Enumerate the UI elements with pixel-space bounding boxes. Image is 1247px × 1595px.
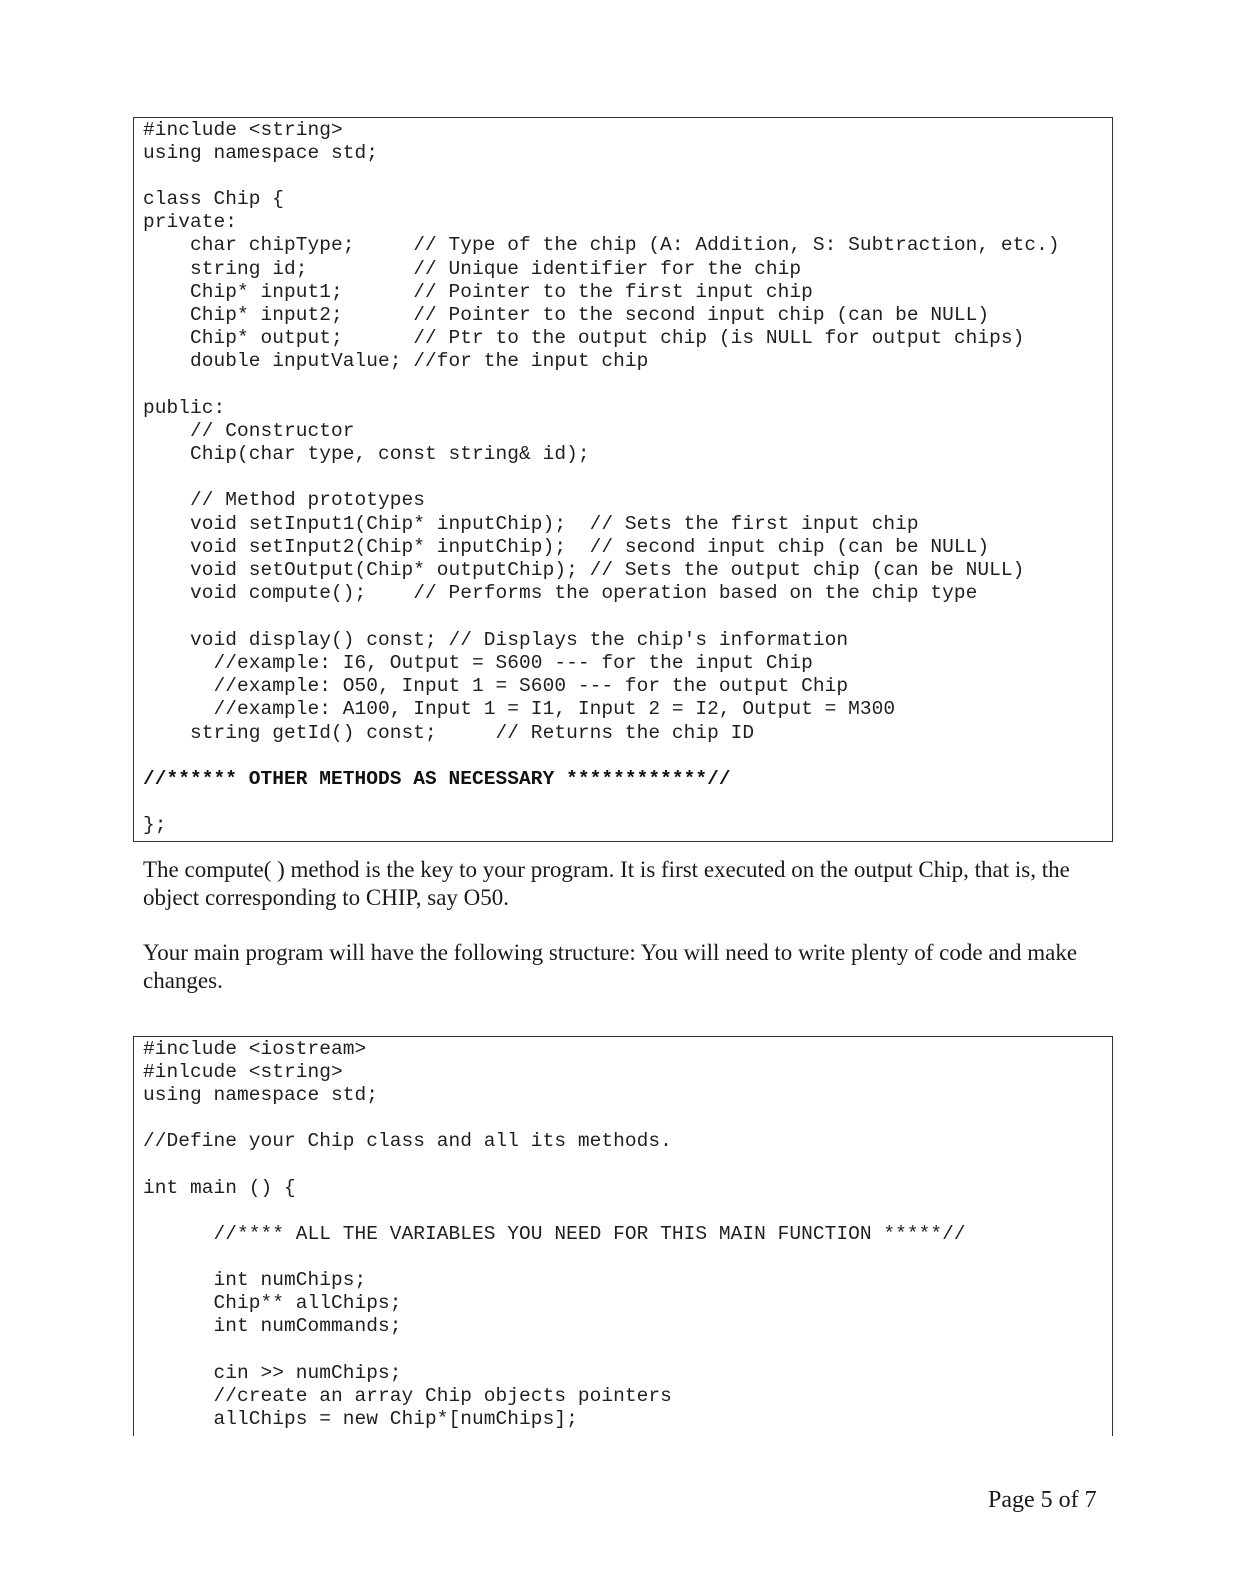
code-line: //example: A100, Input 1 = I1, Input 2 = I2, Output = M300 [143,698,896,720]
code-line: #inlcude <string> [143,1061,343,1083]
compute-explanation-paragraph: The compute( ) method is the key to your program. It is first executed on the output Chip, that is, the object corresponding to CHIP, say O50. [143,857,1070,910]
code-line: string getId() const; // Returns the chip ID [143,722,755,744]
page-number: Page 5 of 7 [988,1487,1097,1513]
code-line: int main () { [143,1177,296,1199]
code-line: #include <string> [143,119,343,141]
code-line: // Method prototypes [143,489,426,511]
code-line: //**** ALL THE VARIABLES YOU NEED FOR THIS MAIN FUNCTION *****// [143,1223,966,1245]
code-line: void display() const; // Displays the chip's information [143,629,849,651]
code-line: class Chip { [143,188,285,210]
code-line: //create an array Chip objects pointers [143,1385,672,1407]
code-line: int numChips; [143,1269,367,1291]
code-line: //example: O50, Input 1 = S600 --- for the output Chip [143,675,849,697]
code-line: string id; // Unique identifier for the chip [143,258,802,280]
main-program-code-block [133,1036,1113,1436]
code-line: }; [143,814,167,836]
other-methods-banner: //****** OTHER METHODS AS NECESSARY ************// [143,768,731,790]
code-line: Chip* output; // Ptr to the output chip (is NULL for output chips) [143,327,1025,349]
code-line: #include <iostream> [143,1038,367,1060]
code-line: //Define your Chip class and all its methods. [143,1130,672,1152]
code-line: using namespace std; [143,1084,379,1106]
code-line: public: [143,397,226,419]
code-line: private: [143,211,238,233]
code-line: //example: I6, Output = S600 --- for the input Chip [143,652,813,674]
code-line: using namespace std; [143,142,379,164]
code-line: void setOutput(Chip* outputChip); // Sets the output chip (can be NULL) [143,559,1025,581]
code-line: double inputValue; //for the input chip [143,350,649,372]
code-line: Chip* input2; // Pointer to the second input chip (can be NULL) [143,304,990,326]
code-line: Chip** allChips; [143,1292,402,1314]
code-line: void setInput1(Chip* inputChip); // Sets the first input chip [143,513,919,535]
code-line: void setInput2(Chip* inputChip); // second input chip (can be NULL) [143,536,990,558]
code-line: void compute(); // Performs the operation based on the chip type [143,582,978,604]
code-line: int numCommands; [143,1315,402,1337]
chip-class-code-block [133,117,1113,842]
code-line: Chip* input1; // Pointer to the first input chip [143,281,813,303]
code-line: // Constructor [143,420,355,442]
code-line: char chipType; // Type of the chip (A: Addition, S: Subtraction, etc.) [143,234,1060,256]
code-line: Chip(char type, const string& id); [143,443,590,465]
main-program-intro-paragraph: Your main program will have the following structure: You will need to write plenty of code and make changes. [143,940,1078,993]
code-line: allChips = new Chip*[numChips]; [143,1408,578,1430]
code-line: cin >> numChips; [143,1362,402,1384]
